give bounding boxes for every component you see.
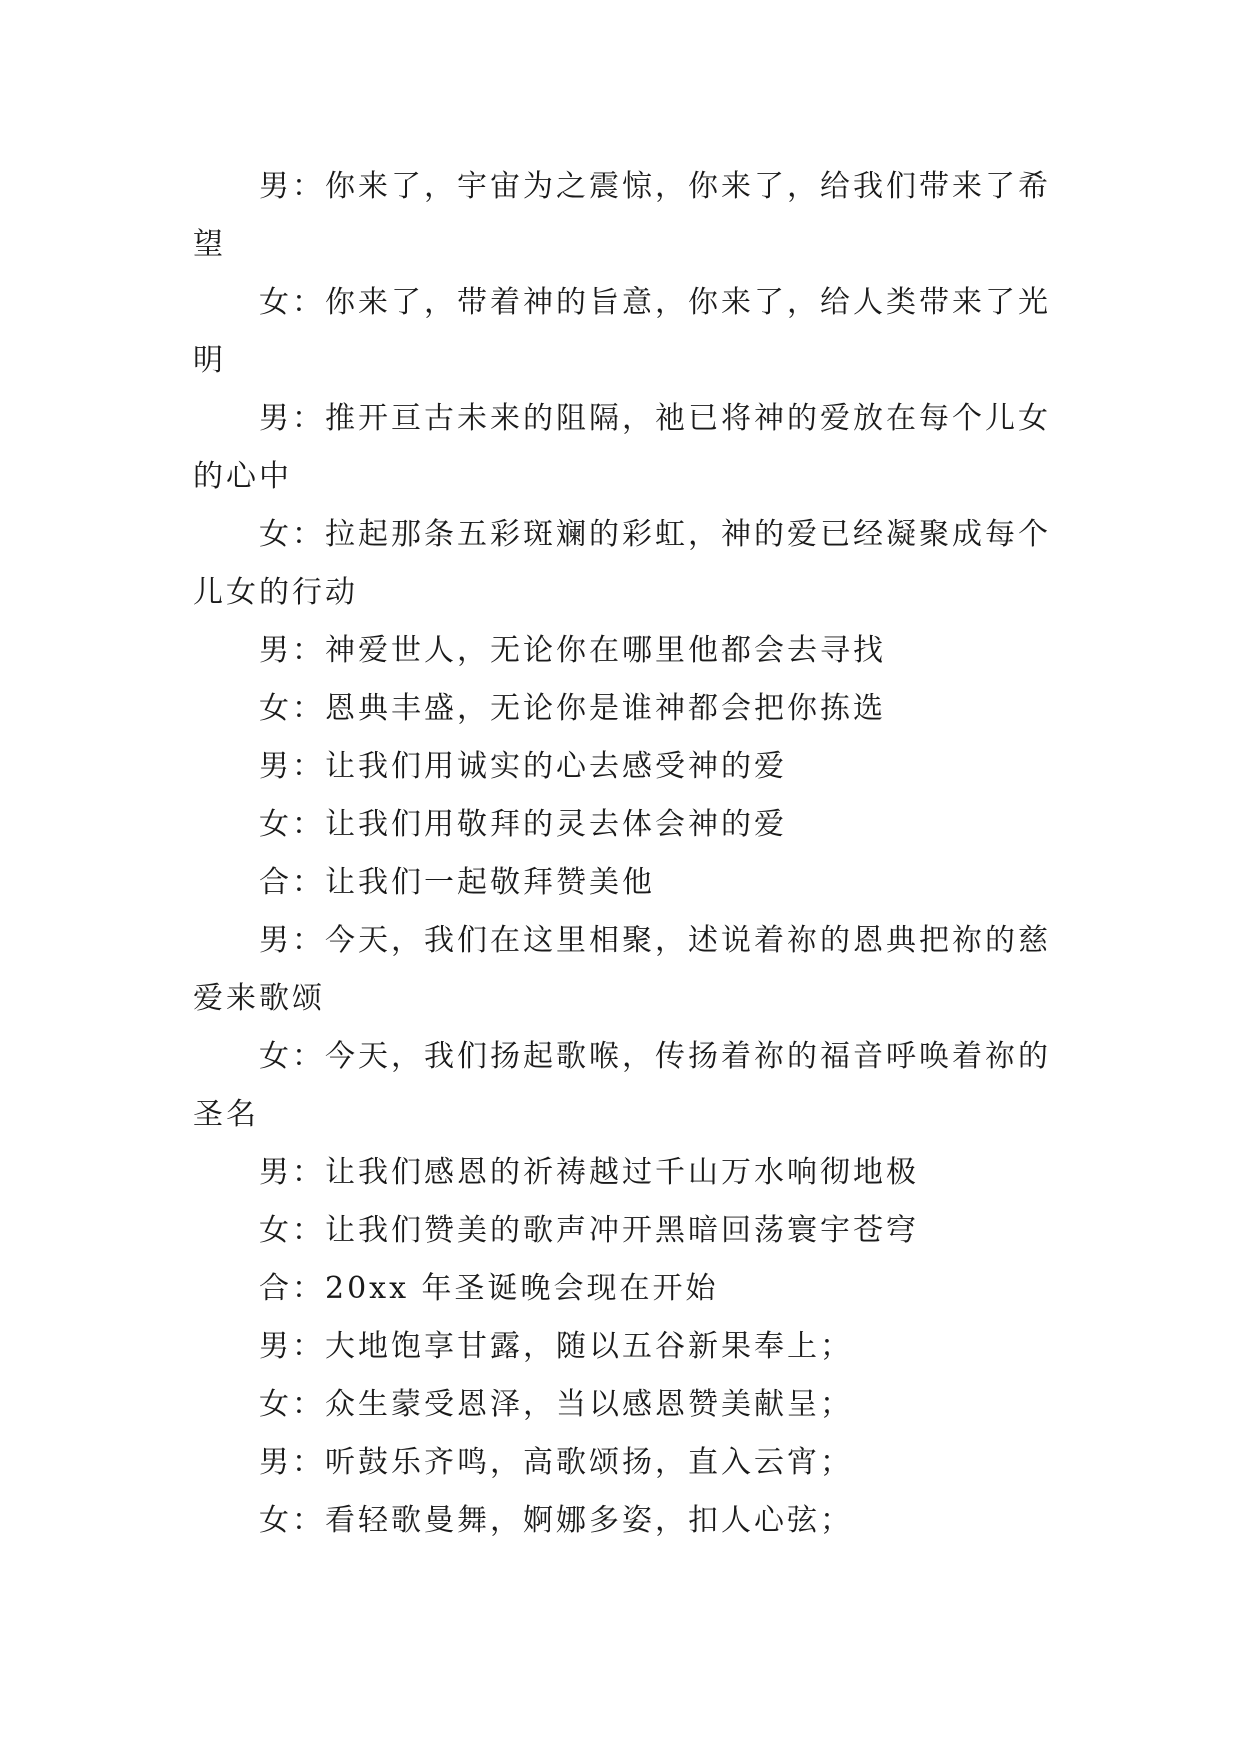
dialogue-line: 女：让我们赞美的歌声冲开黑暗回荡寰宇苍穹 [259, 1213, 919, 1248]
dialogue-line: 男：大地饱享甘露，随以五谷新果奉上； [259, 1329, 853, 1364]
dialogue-line: 男：神爱世人，无论你在哪里他都会去寻找 [259, 633, 886, 668]
dialogue-line: 女：恩典丰盛，无论你是谁神都会把你拣选 [259, 691, 886, 726]
dialogue-line: 女：今天，我们扬起歌喉，传扬着祢的福音呼唤着祢的圣名 [193, 1039, 1051, 1132]
dialogue-line: 女：你来了，带着神的旨意，你来了，给人类带来了光明 [193, 285, 1051, 378]
dialogue-line: 男：听鼓乐齐鸣，高歌颂扬，直入云宵； [259, 1445, 853, 1480]
dialogue-line: 男：让我们用诚实的心去感受神的爱 [259, 749, 787, 784]
dialogue-line: 合：让我们一起敬拜赞美他 [259, 865, 655, 900]
dialogue-line: 男：推开亘古未来的阻隔，祂已将神的爱放在每个儿女的心中 [193, 401, 1051, 494]
document-body [193, 158, 1059, 1550]
dialogue-line: 合：20xx 年圣诞晚会现在开始 [259, 1271, 719, 1306]
dialogue-line: 女：看轻歌曼舞，婀娜多姿，扣人心弦； [259, 1503, 853, 1538]
dialogue-line: 女：拉起那条五彩斑斓的彩虹，神的爱已经凝聚成每个儿女的行动 [193, 517, 1051, 610]
dialogue-line: 男：今天，我们在这里相聚，述说着祢的恩典把祢的慈爱来歌颂 [193, 923, 1051, 1016]
dialogue-line: 男：让我们感恩的祈祷越过千山万水响彻地极 [259, 1155, 919, 1190]
dialogue-line: 男：你来了，宇宙为之震惊，你来了，给我们带来了希望 [193, 169, 1051, 262]
dialogue-line: 女：让我们用敬拜的灵去体会神的爱 [259, 807, 787, 842]
dialogue-line: 女：众生蒙受恩泽，当以感恩赞美献呈； [259, 1387, 853, 1422]
